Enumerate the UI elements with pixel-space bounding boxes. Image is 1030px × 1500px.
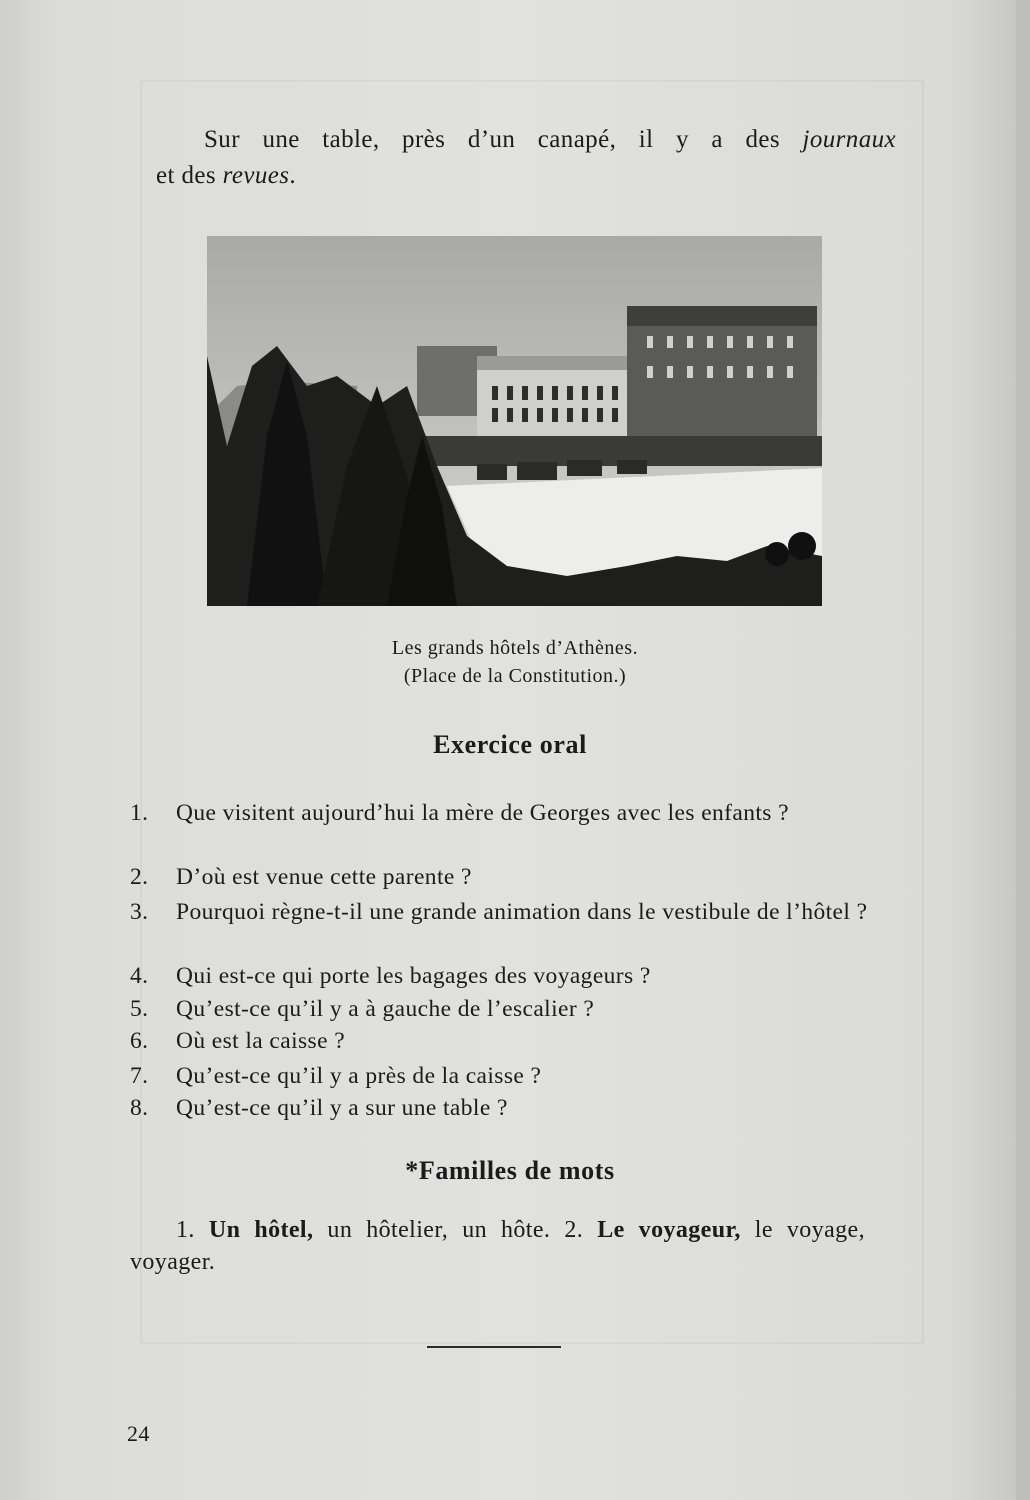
family-head-hotel: Un hôtel, <box>208 1217 314 1243</box>
question-text: Où est la caisse ? <box>176 1028 346 1054</box>
question-text: Que visitent aujourd’hui la mère de Georges avec les enfants ? <box>176 800 789 826</box>
intro-text-2: et des <box>156 162 223 189</box>
intro-italic-revues: revues <box>222 162 290 189</box>
question-text: Qui est-ce qui porte les bagages des voyageurs ? <box>176 963 651 989</box>
section-divider <box>427 1346 561 1348</box>
question-number: 4. <box>130 963 149 989</box>
question-text: Qu’est-ce qu’il y a près de la caisse ? <box>176 1063 542 1089</box>
intro-text: Sur une table, près d’un canapé, il y a des <box>204 126 803 153</box>
intro-paragraph <box>156 122 896 194</box>
photo-caption-line1: Les grands hôtels d’Athènes. <box>391 637 639 659</box>
question-text: Qu’est-ce qu’il y a à gauche de l’escalier ? <box>176 996 595 1022</box>
question-text: D’où est venue cette parente ? <box>176 864 472 890</box>
family-head-voyageur: Le voyageur, <box>597 1217 741 1243</box>
question-number: 7. <box>130 1063 149 1089</box>
question-2 <box>130 862 875 892</box>
photo-caption-line2: (Place de la Constitution.) <box>403 665 627 687</box>
family-words-2: le voyage, voyager. <box>130 1217 865 1275</box>
page-number: 24 <box>127 1421 150 1446</box>
question-3 <box>130 897 875 927</box>
question-number: 3. <box>130 899 149 925</box>
question-number: 8. <box>130 1095 149 1121</box>
families-title: *Familles de mots <box>405 1156 615 1185</box>
question-number: 5. <box>130 996 149 1022</box>
question-1 <box>130 798 875 828</box>
question-8 <box>130 1093 875 1123</box>
question-4 <box>130 961 875 991</box>
question-number: 1. <box>130 800 149 826</box>
question-number: 6. <box>130 1028 149 1054</box>
family-number-2: 2. <box>564 1217 584 1243</box>
family-number-1: 1. <box>176 1217 195 1243</box>
question-text: Qu’est-ce qu’il y a sur une table ? <box>176 1095 508 1121</box>
question-5 <box>130 994 875 1024</box>
exercise-title: Exercice oral <box>433 730 587 759</box>
family-words-1: un hôtelier, un hôte. <box>313 1217 565 1243</box>
question-text: Pourquoi règne-t-il une grande animation dans le vestibule de l’hôtel ? <box>176 899 868 925</box>
intro-period: . <box>289 162 297 189</box>
families-paragraph <box>130 1214 865 1278</box>
intro-italic-journaux: journaux <box>802 126 896 153</box>
athens-hotels-photo <box>207 236 822 606</box>
question-7 <box>130 1061 875 1091</box>
question-6 <box>130 1026 875 1056</box>
question-number: 2. <box>130 864 149 890</box>
